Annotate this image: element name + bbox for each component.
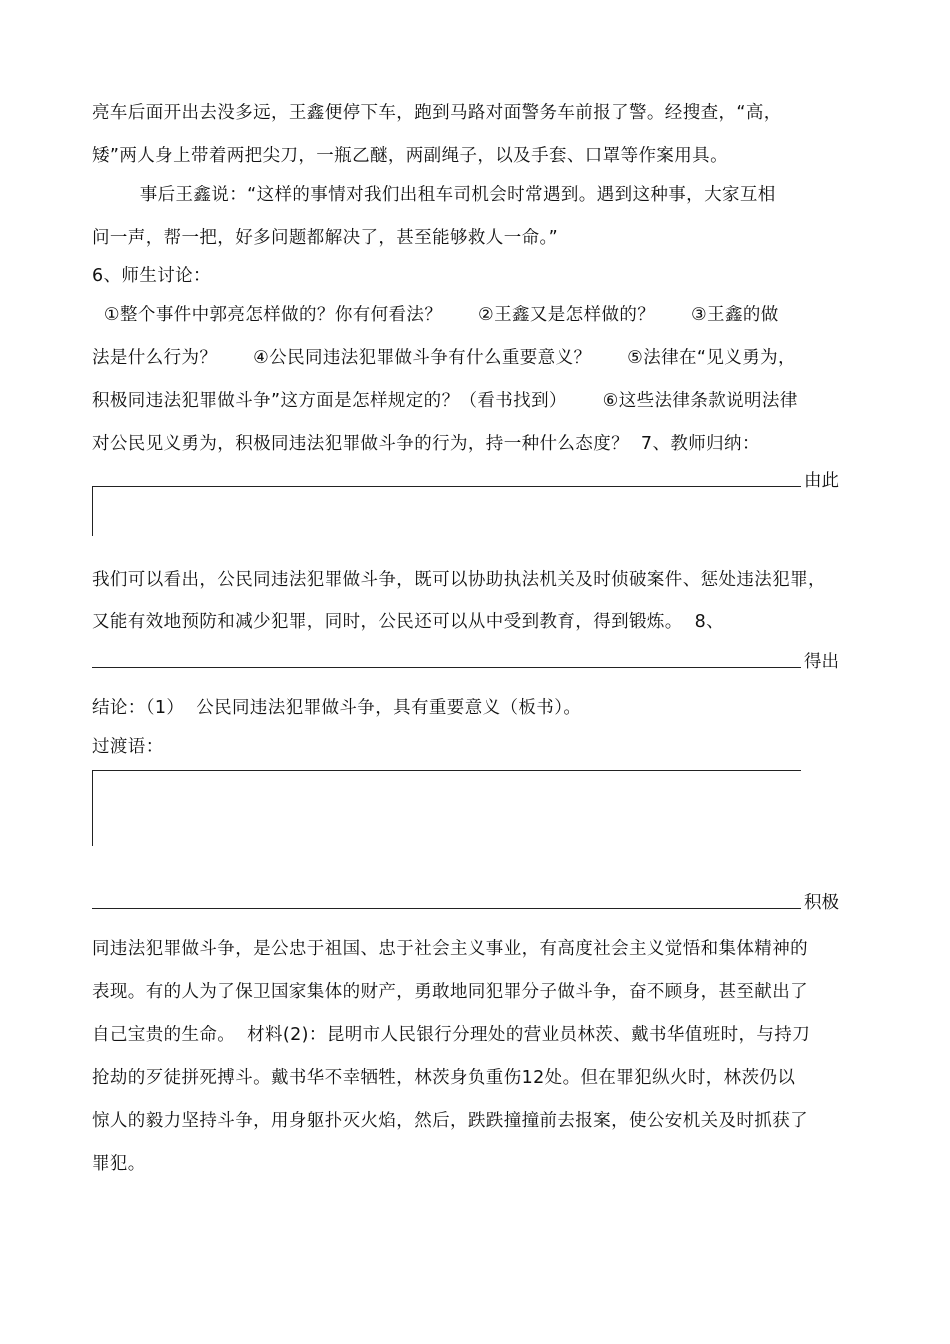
text-line: 问一声，帮一把，好多问题都解决了，甚至能够救人一命。” xyxy=(92,228,559,248)
text-line: 同违法犯罪做斗争，是公忠于祖国、忠于社会主义事业，有高度社会主义觉悟和集体精神的 xyxy=(92,939,808,959)
text-line: 结论：（1） 公民同违法犯罪做斗争，具有重要意义（板书）。 xyxy=(92,698,582,718)
text-line: 亮车后面开出去没多远，王鑫便停下车，跑到马路对面警务车前报了警。经搜查，“高， xyxy=(92,103,782,123)
section-heading: 6、师生讨论： xyxy=(92,266,211,286)
text-line: 积极同违法犯罪做斗争”这方面是怎样规定的？（看书找到） ⑥这些法律条款说明法律 xyxy=(92,391,798,411)
text-line: 自己宝贵的生命。 材料(2)：昆明市人民银行分理处的营业员林茨、戴书华值班时，与持刀 xyxy=(92,1025,811,1045)
blank-box-edge xyxy=(92,486,93,536)
text-line: 对公民见义勇为，积极同违法犯罪做斗争的行为，持一种什么态度？ 7、教师归纳： xyxy=(92,434,760,454)
text-line: 抢劫的歹徒拼死搏斗。戴书华不幸牺牲，林茨身负重伤12处。但在罪犯纵火时，林茨仍以 xyxy=(92,1068,796,1088)
blank-box-edge xyxy=(92,770,93,846)
text-line-tail: 得出 xyxy=(804,652,839,672)
blank-line xyxy=(92,486,801,487)
text-line: 矮”两人身上带着两把尖刀，一瓶乙醚，两副绳子，以及手套、口罩等作案用具。 xyxy=(92,146,728,166)
text-line-tail: 积极 xyxy=(804,893,839,913)
text-line: 罪犯。 xyxy=(92,1154,146,1174)
text-line-tail: 由此 xyxy=(804,471,839,491)
section-heading: 过渡语： xyxy=(92,737,164,757)
blank-line xyxy=(92,770,801,771)
text-line: ①整个事件中郭亮怎样做的？你有何看法？ ②王鑫又是怎样做的？ ③王鑫的做 xyxy=(92,305,779,325)
blank-line xyxy=(92,667,801,668)
blank-line xyxy=(92,908,801,909)
text-line: 表现。有的人为了保卫国家集体的财产，勇敢地同犯罪分子做斗争，奋不顾身，甚至献出了 xyxy=(92,982,808,1002)
text-line: 惊人的毅力坚持斗争，用身躯扑灭火焰，然后，跌跌撞撞前去报案，使公安机关及时抓获了 xyxy=(92,1111,808,1131)
text-line: 事后王鑫说：“这样的事情对我们出租车司机会时常遇到。遇到这种事，大家互相 xyxy=(92,185,776,205)
text-line: 又能有效地预防和减少犯罪，同时，公民还可以从中受到教育，得到锻炼。 8、 xyxy=(92,612,725,632)
text-line: 法是什么行为？ ④公民同违法犯罪做斗争有什么重要意义？ ⑤法律在“见义勇为， xyxy=(92,348,796,368)
text-line: 我们可以看出，公民同违法犯罪做斗争，既可以协助执法机关及时侦破案件、惩处违法犯罪， xyxy=(92,570,826,590)
